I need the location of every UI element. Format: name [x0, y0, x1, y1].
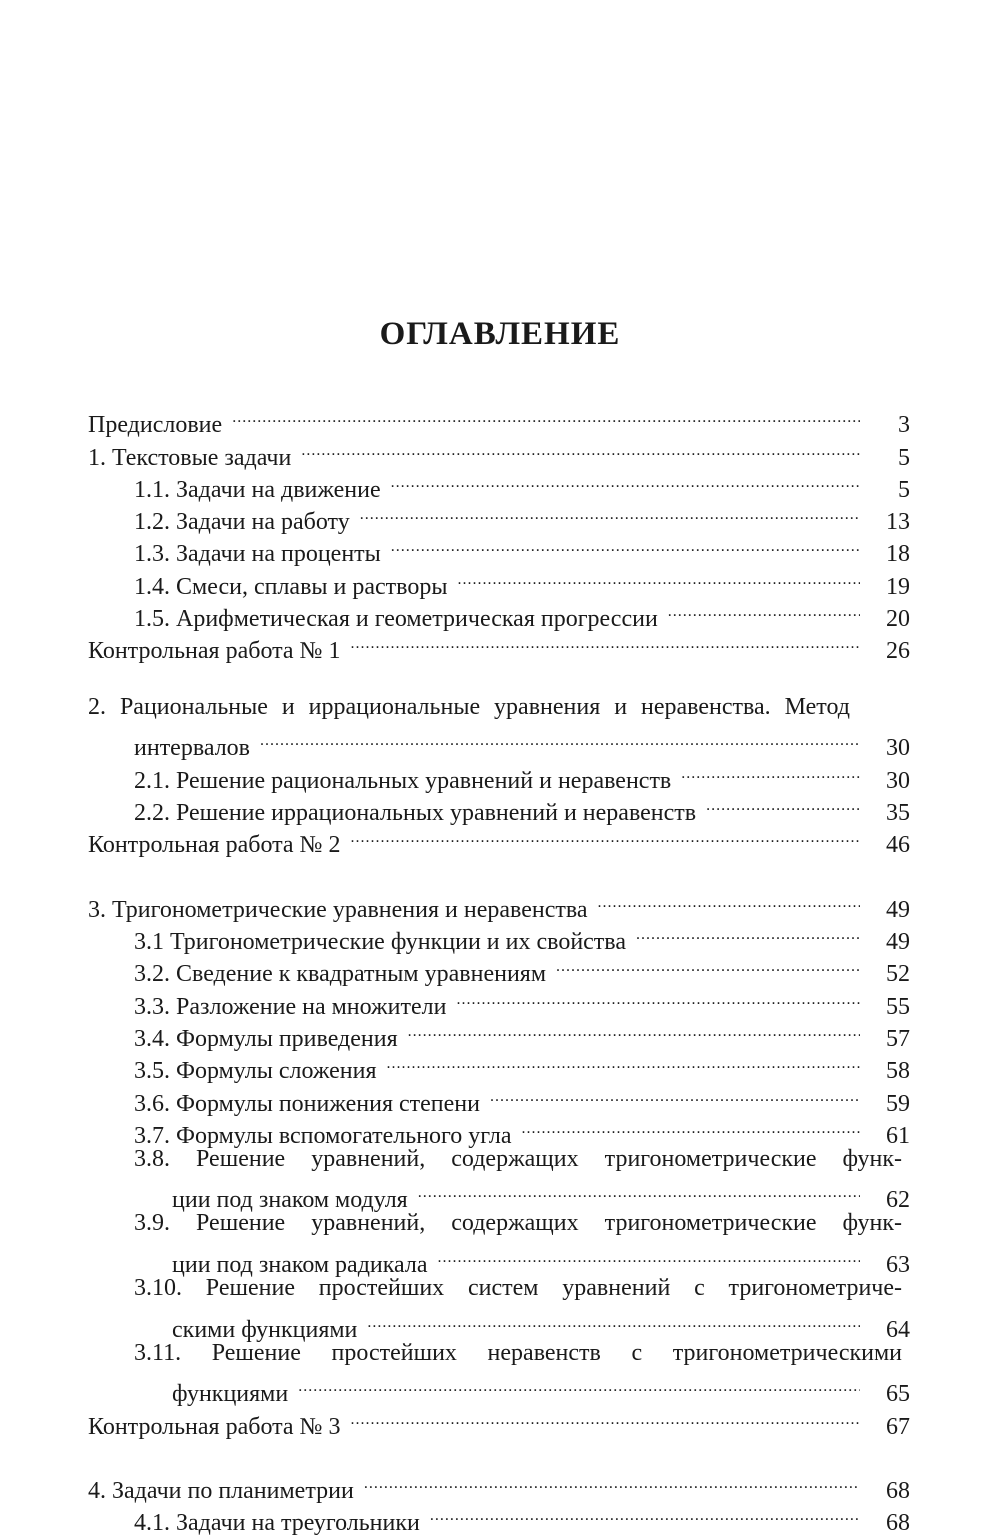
dot-leader: [391, 529, 860, 561]
toc-entry-title: 1.3. Задачи на проценты: [134, 541, 381, 568]
toc-entry-chapter-3[interactable]: [88, 884, 910, 923]
toc-entry-section-3-11-line1[interactable]: 3.11. Решение простейших неравенств с тригонометрическими: [134, 1339, 902, 1366]
dot-leader: [430, 1498, 860, 1530]
toc-entry-title: 3.6. Формулы понижения степени: [134, 1090, 480, 1117]
toc-entry-page: 49: [886, 896, 910, 923]
toc-entry-title: ции под знаком модуля: [172, 1187, 408, 1214]
toc-entry-title: ции под знаком радикала: [172, 1252, 428, 1279]
dot-leader: [522, 1111, 860, 1143]
dot-leader: [636, 917, 860, 949]
toc-entry-section-3-9[interactable]: [88, 1240, 910, 1279]
toc-entry-page: 3: [898, 412, 910, 439]
toc-entry-title: 1.4. Смеси, сплавы и растворы: [134, 573, 448, 600]
toc-entry-title: 3.1 Тригонометрические функции и их свойства: [134, 929, 626, 956]
toc-entry-page: 63: [886, 1252, 910, 1279]
toc-entry-section-3-8[interactable]: [88, 1175, 910, 1214]
dot-leader: [364, 1466, 860, 1498]
toc-entry-title: Предисловие: [88, 412, 223, 439]
dot-leader: [668, 594, 860, 626]
toc-entry-page: 18: [886, 541, 910, 568]
dot-leader: [706, 788, 860, 820]
dot-leader: [456, 981, 860, 1013]
dot-leader: [681, 755, 860, 787]
toc-entry-title: интервалов: [134, 735, 251, 762]
toc-entry-title: 1.5. Арифметическая и геометрическая прогрессии: [134, 606, 658, 633]
toc-entry-title: Контрольная работа № 3: [88, 1413, 341, 1440]
dot-leader: [367, 1304, 860, 1336]
toc-entry-chapter-2-line1[interactable]: 2. Рациональные и иррациональные уравнения и неравенства. Метод: [88, 693, 850, 720]
toc-entry-section-3-8-line1[interactable]: 3.8. Решение уравнений, содержащих тригонометрические функ-: [134, 1145, 902, 1172]
toc-entry-title: 3.2. Сведение к квадратным уравнениям: [134, 961, 547, 988]
toc-entry-title: 1.2. Задачи на работу: [134, 509, 350, 536]
toc-entry-page: 55: [886, 993, 910, 1020]
toc-entry-page: 30: [886, 767, 910, 794]
toc-entry-title: 4.1. Задачи на треугольники: [134, 1510, 420, 1537]
toc-entry-page: 62: [886, 1187, 910, 1214]
toc-entry-page: 65: [886, 1381, 910, 1408]
toc-entry-page: 26: [886, 638, 910, 665]
dot-leader: [350, 1401, 860, 1433]
dot-leader: [391, 465, 860, 497]
dot-leader: [418, 1175, 860, 1207]
toc-entry-page: 59: [886, 1090, 910, 1117]
toc-entry-page: 58: [886, 1058, 910, 1085]
toc-entry-title: 2.1. Решение рациональных уравнений и неравенств: [134, 767, 672, 794]
toc-entry-section-3-10[interactable]: [88, 1304, 910, 1343]
dot-leader: [298, 1369, 860, 1401]
toc-entry-page: 46: [886, 832, 910, 859]
toc-entry-title: 3.3. Разложение на множители: [134, 993, 447, 1020]
dot-leader: [232, 400, 860, 432]
toc-entry-page: 64: [886, 1316, 910, 1343]
dot-leader: [350, 626, 860, 658]
toc-entry-title: скими функциями: [172, 1316, 358, 1343]
toc-entry-page: 68: [886, 1510, 910, 1537]
toc-entry-preface[interactable]: [88, 400, 910, 439]
toc-entry-title: 4. Задачи по планиметрии: [88, 1478, 354, 1505]
toc-entry-page: 20: [886, 606, 910, 633]
dot-leader: [457, 561, 860, 593]
toc-entry-section-3-10-line1[interactable]: 3.10. Решение простейших систем уравнений с тригонометриче-: [134, 1275, 902, 1302]
toc-entry-title: 2.2. Решение иррациональных уравнений и неравенств: [134, 799, 697, 826]
dot-leader: [387, 1046, 860, 1078]
dot-leader: [408, 1014, 860, 1046]
toc-entry-page: 67: [886, 1413, 910, 1440]
toc-entry-section-3-9-line1[interactable]: 3.9. Решение уравнений, содержащих тригонометрические функ-: [134, 1210, 902, 1237]
toc-entry-page: 68: [886, 1478, 910, 1505]
toc-entry-page: 49: [886, 929, 910, 956]
dot-leader: [301, 432, 860, 464]
dot-leader: [350, 820, 860, 852]
toc-entry-title: Контрольная работа № 2: [88, 832, 341, 859]
toc-entry-page: 52: [886, 961, 910, 988]
dot-leader: [438, 1240, 860, 1272]
toc-entry-title: 1.1. Задачи на движение: [134, 476, 381, 503]
toc-entry-title: 3.4. Формулы приведения: [134, 1025, 398, 1052]
dot-leader: [490, 1078, 860, 1110]
toc-entry-title: 3.5. Формулы сложения: [134, 1058, 377, 1085]
toc-entry-page: 57: [886, 1025, 910, 1052]
toc-entry-chapter-4[interactable]: [88, 1466, 910, 1505]
toc-entry-section-3-11[interactable]: [88, 1369, 910, 1408]
toc-entry-page: 5: [898, 444, 910, 471]
toc-entry-page: 13: [886, 509, 910, 536]
toc-entry-title: 1. Текстовые задачи: [88, 444, 292, 471]
dot-leader: [360, 497, 860, 529]
dot-leader: [556, 949, 860, 981]
dot-leader: [260, 723, 860, 755]
toc-entry-title: 3.7. Формулы вспомогательного угла: [134, 1122, 512, 1149]
page-title: ОГЛАВЛЕНИЕ: [379, 316, 621, 352]
toc-entry-chapter-2[interactable]: [88, 723, 910, 762]
toc-entry-title: Контрольная работа № 1: [88, 638, 341, 665]
dot-leader: [598, 884, 860, 916]
table-of-contents: [88, 400, 910, 1537]
toc-entry-page: 35: [886, 799, 910, 826]
toc-entry-page: 30: [886, 735, 910, 762]
toc-entry-title: функциями: [172, 1381, 289, 1408]
toc-entry-page: 61: [886, 1122, 910, 1149]
toc-entry-page: 5: [898, 476, 910, 503]
toc-entry-page: 19: [886, 573, 910, 600]
toc-entry-title: 3. Тригонометрические уравнения и неравенства: [88, 896, 588, 923]
